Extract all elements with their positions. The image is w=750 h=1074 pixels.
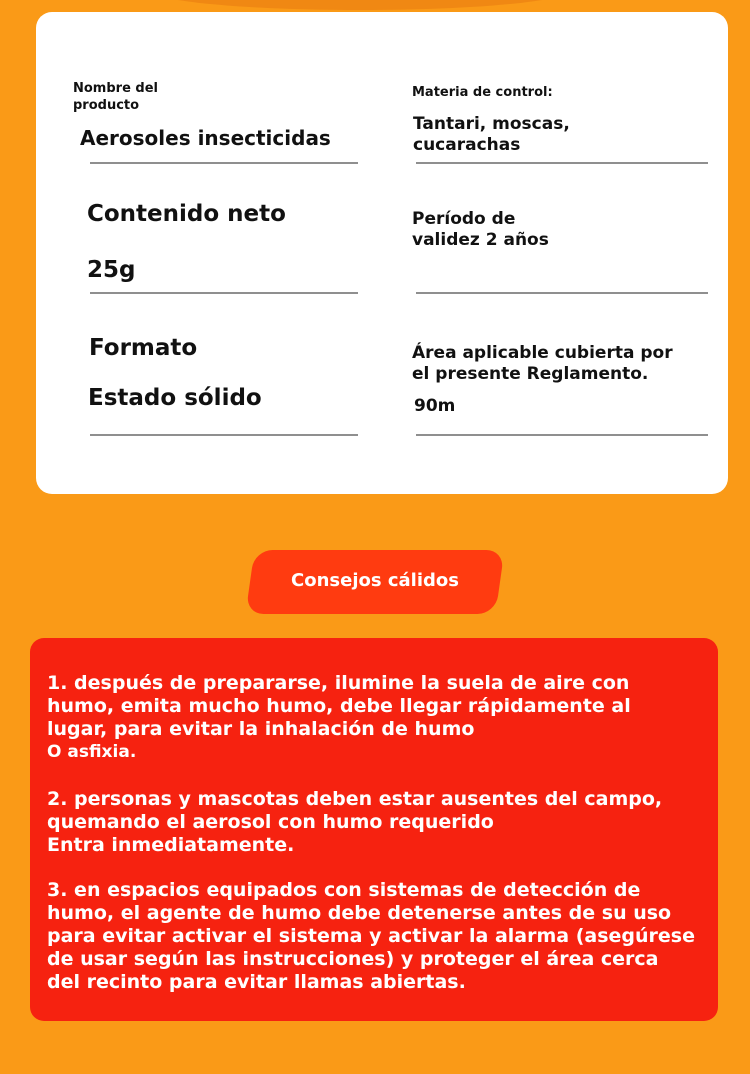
control-value: Tantari, moscas, cucarachas: [413, 114, 570, 155]
divider: [90, 292, 358, 294]
tip-2-extra: Entra inmediatamente.: [47, 834, 295, 856]
top-decoration: [150, 0, 570, 10]
product-name-label: Nombre del producto: [73, 81, 158, 113]
tips-heading: Consejos cálidos: [291, 570, 459, 591]
divider: [416, 292, 708, 294]
tips-box: [30, 638, 718, 1021]
tip-3: [47, 879, 697, 994]
net-content-label: Contenido neto: [87, 201, 286, 227]
net-content-value: 25g: [87, 257, 136, 283]
divider: [90, 434, 358, 436]
tip-1: [47, 672, 697, 764]
tip-1-extra: O asfixia.: [47, 742, 137, 762]
format-label: Formato: [89, 335, 198, 361]
tip-3-main: 3. en espacios equipados con sistemas de detección de humo, el agente de humo debe detenerse antes de su uso para evitar activar el sistema y activar la alarma (asegúrese de usar según las instrucciones) y proteger el área cerca del recinto para evitar llamas abiertas.: [47, 879, 695, 993]
divider: [416, 434, 708, 436]
control-label: Materia de control:: [412, 85, 553, 100]
tip-1-main: 1. después de prepararse, ilumine la suela de aire con humo, emita mucho humo, debe llegar rápidamente al lugar, para evitar la inhalación de humo: [47, 672, 631, 740]
product-info-card: [36, 12, 728, 494]
divider: [416, 162, 708, 164]
validity-label: Período de validez 2 años: [412, 209, 549, 250]
tip-2-main: 2. personas y mascotas deben estar ausentes del campo, quemando el aerosol con humo requerido: [47, 788, 663, 833]
area-value: 90m: [414, 396, 456, 416]
tip-2: [47, 788, 697, 857]
divider: [90, 162, 358, 164]
product-name-value: Aerosoles insecticidas: [80, 126, 331, 150]
format-value: Estado sólido: [88, 385, 262, 411]
area-label: Área aplicable cubierta por el presente Reglamento.: [412, 343, 673, 384]
